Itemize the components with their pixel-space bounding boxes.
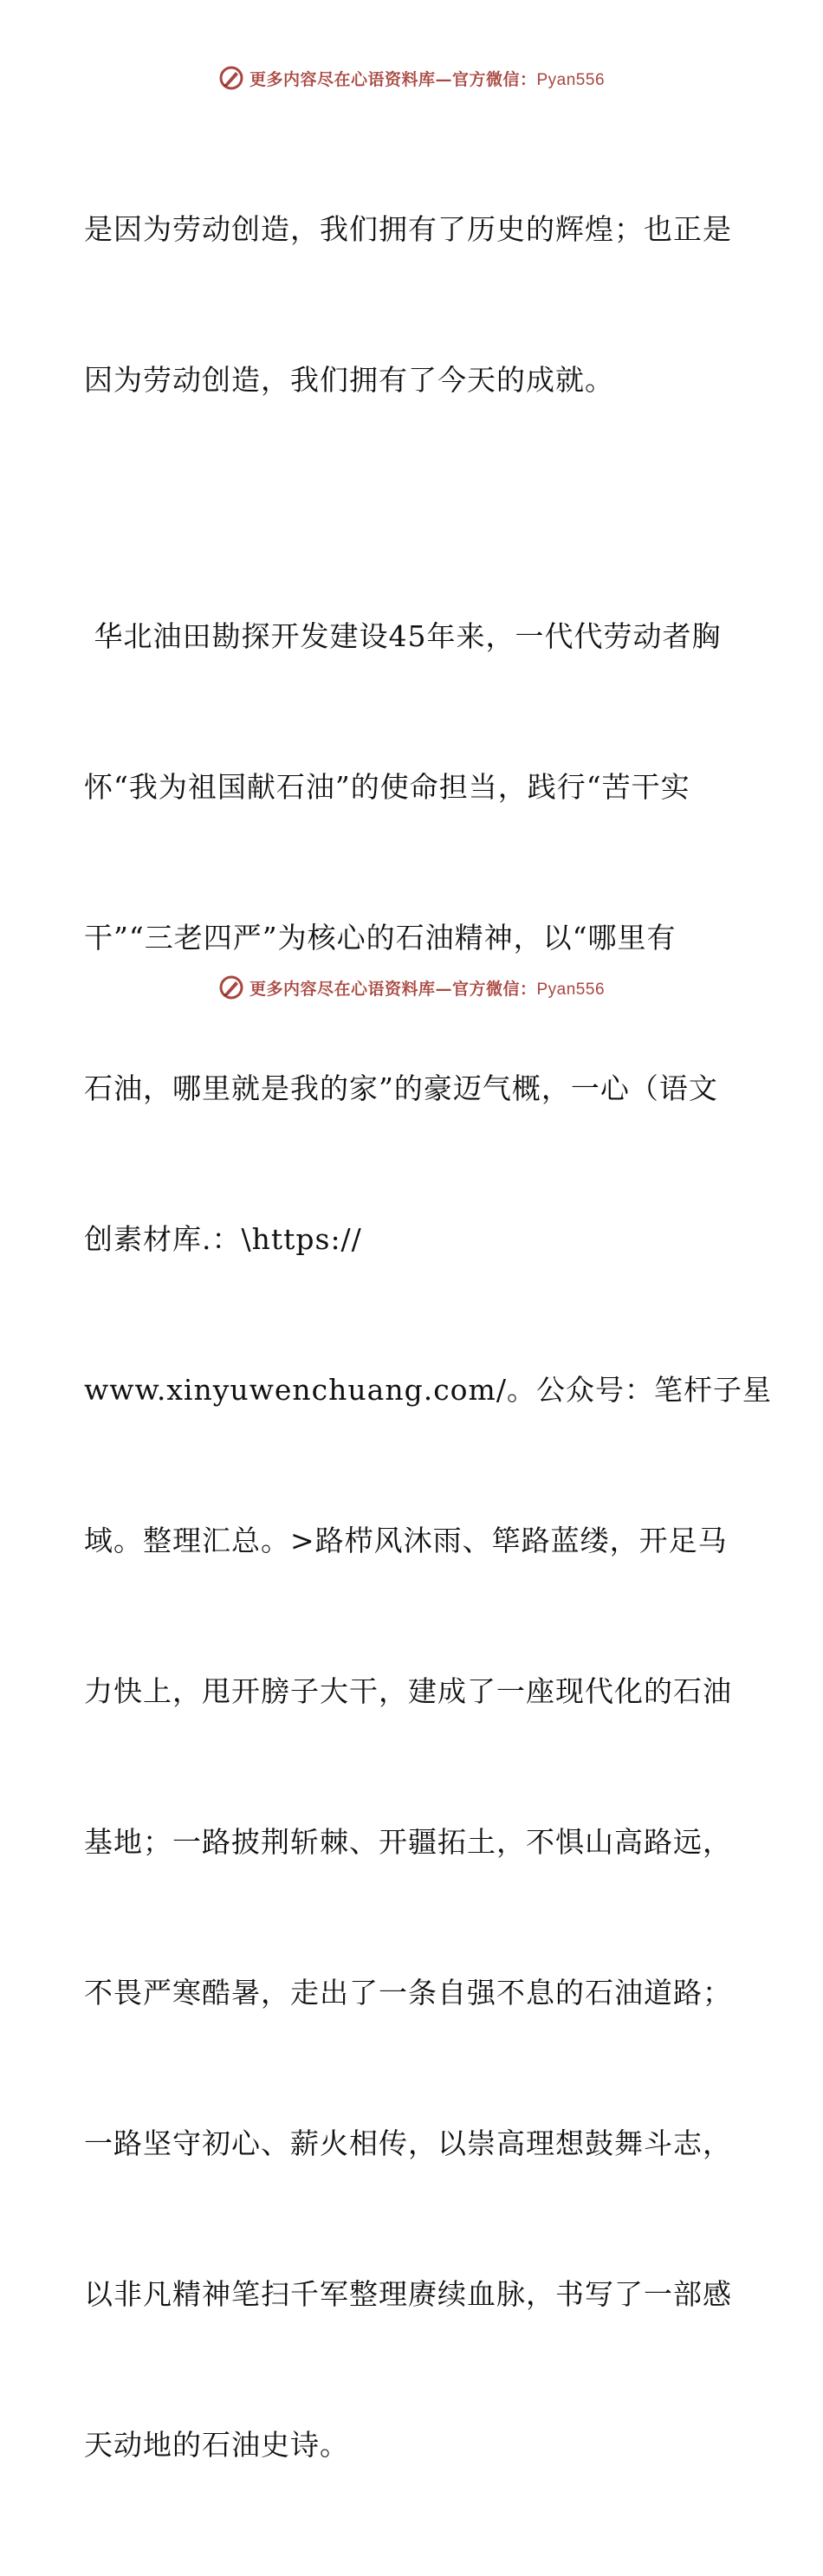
text-line: 怀“我为祖国献石油”的使命担当，践行“苦干实 (84, 770, 690, 804)
footer-banner (0, 970, 823, 1005)
footer-wechat-id: Pyan556 (536, 980, 606, 999)
text-line: 域。整理汇总。>路栉风沐雨、筚路蓝缕，开足马 (84, 1524, 728, 1557)
text-line: 是因为劳动创造，我们拥有了历史的辉煌；也正是 (84, 212, 732, 246)
text-line: 不畏严寒酷暑，走出了一条自强不息的石油道路； (84, 1976, 732, 2010)
text-line: 因为劳动创造，我们拥有了今天的成就。 (84, 363, 614, 397)
header-banner-text (249, 67, 605, 90)
paragraph-1 (84, 104, 742, 506)
text-line: 创素材库.：\https:// (84, 1222, 362, 1256)
text-line: 一路坚守初心、薪火相传，以崇高理想鼓舞斗志， (84, 2126, 732, 2160)
text-line: 天动地的石油史诗。 (84, 2428, 349, 2462)
document-body (84, 104, 772, 2576)
pen-logo-icon (218, 974, 244, 1000)
text-line: www.xinyuwenchuang.com/。公众号：笔杆子星 (84, 1373, 772, 1407)
footer-banner-caption: 更多内容尽在心语资料库—官方微信： (249, 979, 537, 999)
text-line: 干”“三老四严”为核心的石油精神，以“哪里有 (84, 921, 677, 955)
header-banner (0, 61, 823, 95)
text-line: 力快上，甩开膀子大干，建成了一座现代化的石油 (84, 1674, 732, 1708)
text-line: 石油，哪里就是我的家”的豪迈气概，一心（语文 (84, 1071, 718, 1105)
paragraph-2 (84, 511, 772, 2571)
text-line: 基地；一路披荆斩棘、开疆拓土，不惧山高路远， (84, 1825, 732, 1859)
footer-banner-text (249, 976, 605, 1000)
text-line: 以非凡精神笔扫千军整理赓续血脉，书写了一部感 (84, 2277, 732, 2311)
pen-logo-icon (218, 65, 244, 91)
text-line: 华北油田勘探开发建设45年来，一代代劳动者胸 (84, 619, 722, 653)
header-banner-caption: 更多内容尽在心语资料库—官方微信： (249, 69, 537, 89)
header-wechat-id: Pyan556 (536, 70, 606, 89)
